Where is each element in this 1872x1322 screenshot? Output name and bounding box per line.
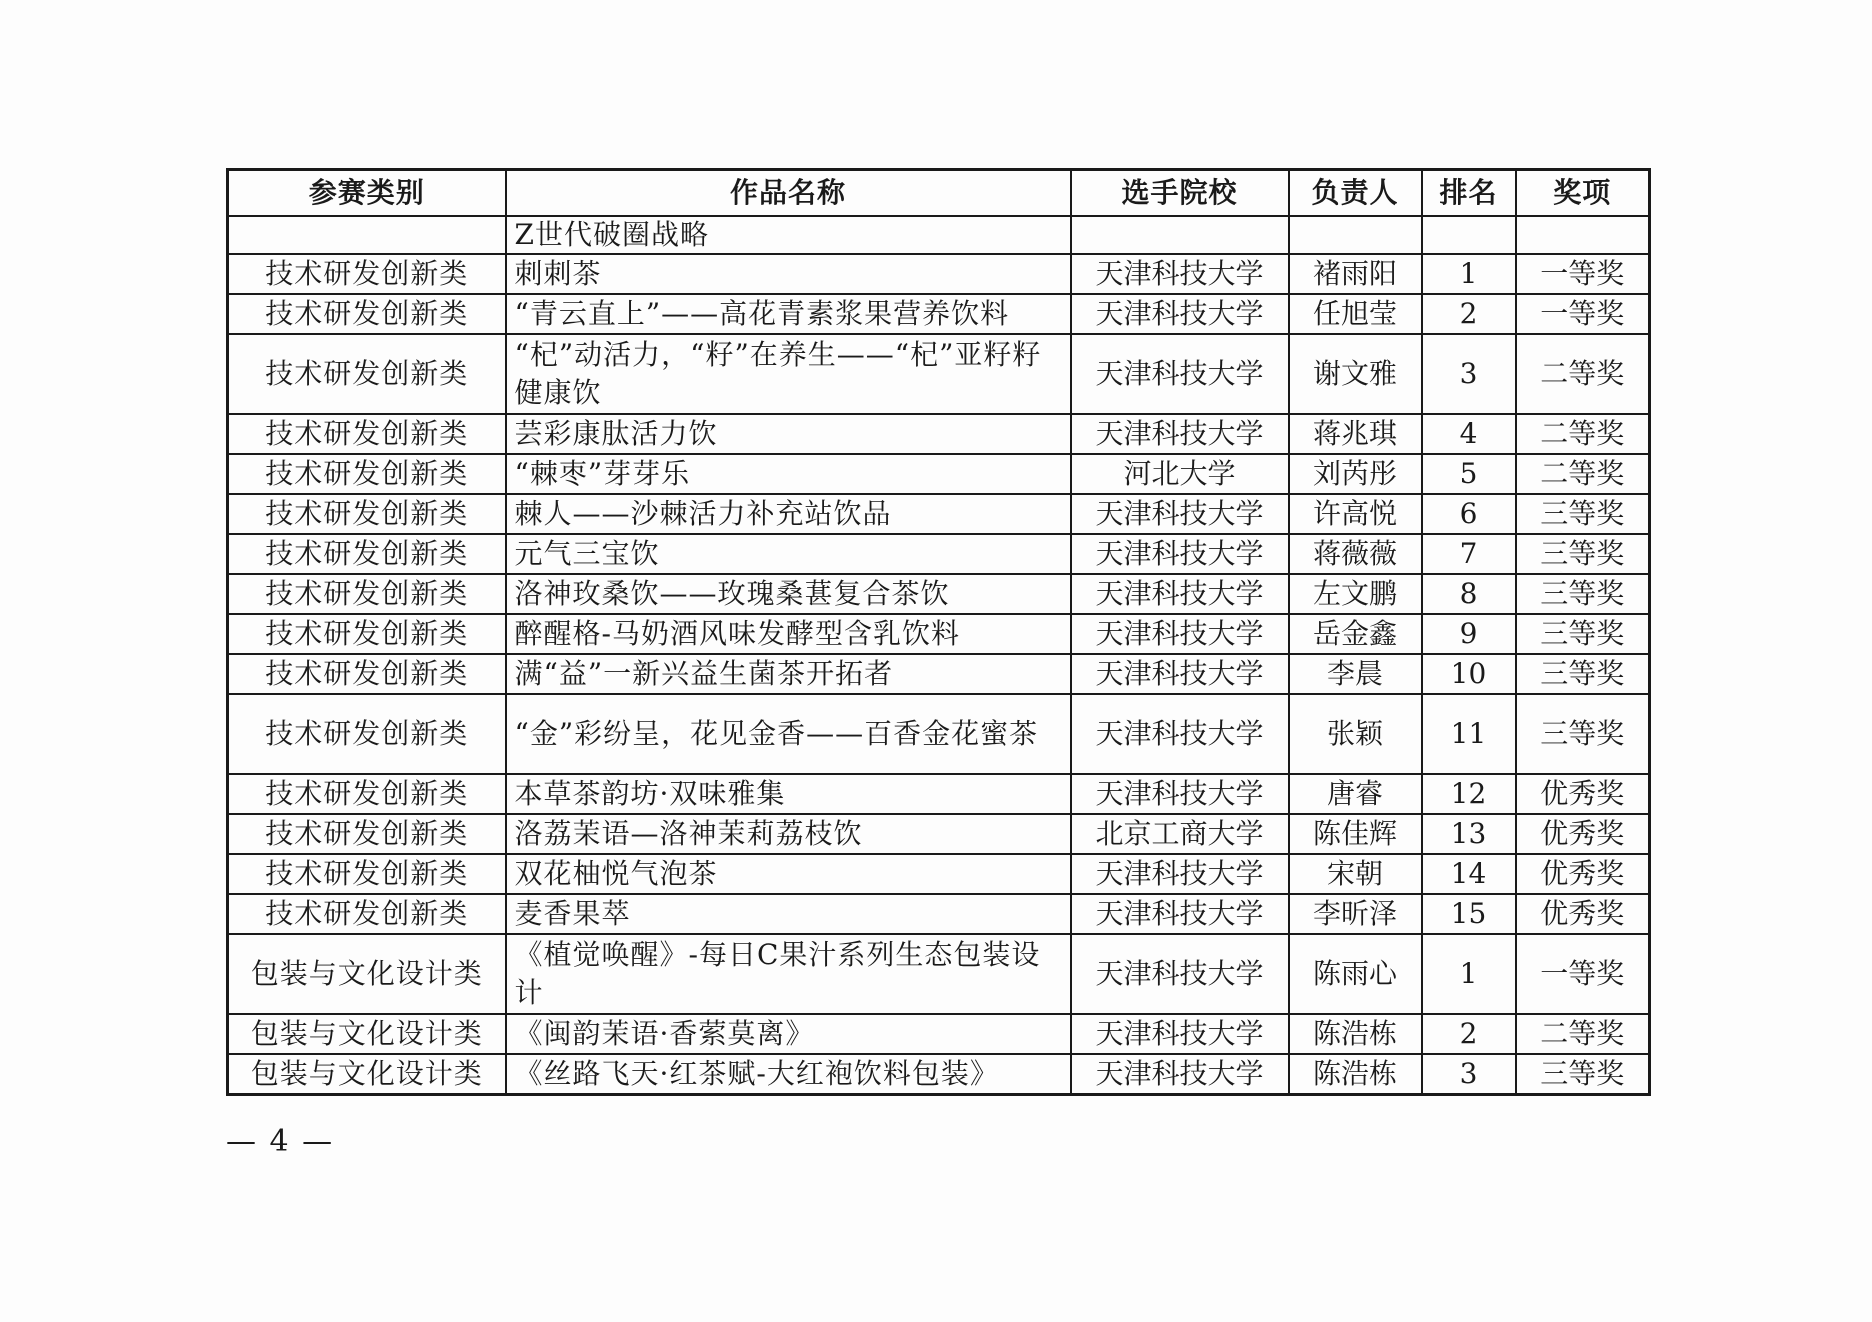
header-rank: 排名 (1422, 170, 1516, 217)
cell-category: 包装与文化设计类 (228, 1014, 506, 1054)
cell-rank: 6 (1422, 494, 1516, 534)
cell-work: 《植觉唤醒》-每日C果汁系列生态包装设计 (506, 934, 1071, 1014)
cell-leader: 陈浩栋 (1289, 1014, 1422, 1054)
cell-award: 二等奖 (1516, 414, 1650, 454)
table-row (228, 894, 1650, 934)
table-row (228, 254, 1650, 294)
cell-category: 技术研发创新类 (228, 894, 506, 934)
table-row (228, 1014, 1650, 1054)
cell-rank: 8 (1422, 574, 1516, 614)
table-row (228, 694, 1650, 774)
cell-leader: 唐睿 (1289, 774, 1422, 814)
cell-category: 包装与文化设计类 (228, 1054, 506, 1095)
table-row (228, 334, 1650, 414)
cell-school: 天津科技大学 (1071, 1014, 1289, 1054)
cell-category: 技术研发创新类 (228, 494, 506, 534)
cell-award: 二等奖 (1516, 454, 1650, 494)
cell-rank: 4 (1422, 414, 1516, 454)
cell-award: 三等奖 (1516, 614, 1650, 654)
header-category: 参赛类别 (228, 170, 506, 217)
cell-award: 一等奖 (1516, 294, 1650, 334)
cell-leader: 谢文雅 (1289, 334, 1422, 414)
cell-rank: 10 (1422, 654, 1516, 694)
cell-rank: 1 (1422, 934, 1516, 1014)
cell-work: Z世代破圈战略 (506, 216, 1071, 254)
cell-award: 优秀奖 (1516, 814, 1650, 854)
cell-school: 天津科技大学 (1071, 334, 1289, 414)
cell-school: 天津科技大学 (1071, 574, 1289, 614)
cell-award: 三等奖 (1516, 534, 1650, 574)
header-school: 选手院校 (1071, 170, 1289, 217)
cell-school: 天津科技大学 (1071, 614, 1289, 654)
cell-school: 天津科技大学 (1071, 494, 1289, 534)
cell-category: 技术研发创新类 (228, 654, 506, 694)
cell-school: 河北大学 (1071, 454, 1289, 494)
table-row (228, 614, 1650, 654)
cell-category: 技术研发创新类 (228, 334, 506, 414)
cell-work: 芸彩康肽活力饮 (506, 414, 1071, 454)
cell-leader: 左文鹏 (1289, 574, 1422, 614)
cell-rank: 9 (1422, 614, 1516, 654)
cell-category: 技术研发创新类 (228, 454, 506, 494)
cell-leader: 任旭莹 (1289, 294, 1422, 334)
cell-school: 天津科技大学 (1071, 774, 1289, 814)
cell-work: “青云直上”——高花青素浆果营养饮料 (506, 294, 1071, 334)
cell-school (1071, 216, 1289, 254)
cell-leader: 陈佳辉 (1289, 814, 1422, 854)
cell-rank: 13 (1422, 814, 1516, 854)
page-number: — 4 — (226, 1124, 335, 1159)
table-row (228, 934, 1650, 1014)
cell-rank: 12 (1422, 774, 1516, 814)
table-row (228, 1054, 1650, 1095)
cell-work: 双花柚悦气泡茶 (506, 854, 1071, 894)
cell-school: 天津科技大学 (1071, 1054, 1289, 1095)
cell-category: 技术研发创新类 (228, 414, 506, 454)
cell-award (1516, 216, 1650, 254)
cell-work: 棘人——沙棘活力补充站饮品 (506, 494, 1071, 534)
cell-school: 北京工商大学 (1071, 814, 1289, 854)
cell-rank: 2 (1422, 1014, 1516, 1054)
cell-work: 醉醒格-马奶酒风味发酵型含乳饮料 (506, 614, 1071, 654)
cell-award: 一等奖 (1516, 254, 1650, 294)
cell-work: “杞”动活力，“籽”在养生——“杞”亚籽籽健康饮 (506, 334, 1071, 414)
cell-school: 天津科技大学 (1071, 894, 1289, 934)
cell-school: 天津科技大学 (1071, 654, 1289, 694)
cell-rank: 5 (1422, 454, 1516, 494)
cell-award: 一等奖 (1516, 934, 1650, 1014)
cell-rank: 3 (1422, 334, 1516, 414)
cell-award: 三等奖 (1516, 654, 1650, 694)
cell-award: 优秀奖 (1516, 774, 1650, 814)
table-row (228, 494, 1650, 534)
table-row-continued (228, 216, 1650, 254)
cell-leader: 李昕泽 (1289, 894, 1422, 934)
header-leader: 负责人 (1289, 170, 1422, 217)
cell-work: 元气三宝饮 (506, 534, 1071, 574)
table-row (228, 294, 1650, 334)
cell-category: 技术研发创新类 (228, 774, 506, 814)
cell-rank: 11 (1422, 694, 1516, 774)
cell-school: 天津科技大学 (1071, 694, 1289, 774)
cell-rank: 14 (1422, 854, 1516, 894)
cell-rank (1422, 216, 1516, 254)
table-row (228, 414, 1650, 454)
cell-work: “金”彩纷呈，花见金香——百香金花蜜茶 (506, 694, 1071, 774)
cell-leader: 张颖 (1289, 694, 1422, 774)
cell-rank: 1 (1422, 254, 1516, 294)
table-row (228, 574, 1650, 614)
header-work: 作品名称 (506, 170, 1071, 217)
cell-category: 技术研发创新类 (228, 854, 506, 894)
table-row (228, 774, 1650, 814)
cell-category: 技术研发创新类 (228, 254, 506, 294)
cell-work: 《丝路飞天·红茶赋-大红袍饮料包装》 (506, 1054, 1071, 1095)
cell-school: 天津科技大学 (1071, 414, 1289, 454)
cell-category: 技术研发创新类 (228, 814, 506, 854)
cell-school: 天津科技大学 (1071, 534, 1289, 574)
cell-work: 刺刺茶 (506, 254, 1071, 294)
cell-school: 天津科技大学 (1071, 254, 1289, 294)
cell-work: 《闽韵茉语·香萦莫离》 (506, 1014, 1071, 1054)
table-row (228, 814, 1650, 854)
table-row (228, 854, 1650, 894)
cell-category: 技术研发创新类 (228, 294, 506, 334)
cell-leader (1289, 216, 1422, 254)
cell-award: 优秀奖 (1516, 854, 1650, 894)
cell-school: 天津科技大学 (1071, 934, 1289, 1014)
table-row (228, 454, 1650, 494)
cell-work: 本草茶韵坊·双味雅集 (506, 774, 1071, 814)
cell-work: 洛神玫桑饮——玫瑰桑葚复合茶饮 (506, 574, 1071, 614)
cell-leader: 陈浩栋 (1289, 1054, 1422, 1095)
cell-work: 洛荔茉语—洛神茉莉荔枝饮 (506, 814, 1071, 854)
table-header-row (228, 170, 1650, 217)
cell-rank: 2 (1422, 294, 1516, 334)
table-row (228, 654, 1650, 694)
cell-leader: 陈雨心 (1289, 934, 1422, 1014)
cell-work: 满“益”一新兴益生菌茶开拓者 (506, 654, 1071, 694)
cell-leader: 岳金鑫 (1289, 614, 1422, 654)
cell-leader: 蒋兆琪 (1289, 414, 1422, 454)
cell-leader: 许高悦 (1289, 494, 1422, 534)
cell-rank: 3 (1422, 1054, 1516, 1095)
cell-school: 天津科技大学 (1071, 854, 1289, 894)
cell-category: 技术研发创新类 (228, 614, 506, 654)
cell-award: 三等奖 (1516, 694, 1650, 774)
header-award: 奖项 (1516, 170, 1650, 217)
cell-leader: 刘芮彤 (1289, 454, 1422, 494)
cell-category: 技术研发创新类 (228, 694, 506, 774)
cell-category (228, 216, 506, 254)
cell-work: 麦香果萃 (506, 894, 1071, 934)
cell-category: 包装与文化设计类 (228, 934, 506, 1014)
cell-leader: 李晨 (1289, 654, 1422, 694)
cell-leader: 宋朝 (1289, 854, 1422, 894)
cell-award: 优秀奖 (1516, 894, 1650, 934)
cell-category: 技术研发创新类 (228, 574, 506, 614)
table-row (228, 534, 1650, 574)
cell-award: 三等奖 (1516, 1054, 1650, 1095)
cell-rank: 15 (1422, 894, 1516, 934)
cell-award: 二等奖 (1516, 334, 1650, 414)
cell-award: 二等奖 (1516, 1014, 1650, 1054)
cell-leader: 褚雨阳 (1289, 254, 1422, 294)
cell-school: 天津科技大学 (1071, 294, 1289, 334)
cell-category: 技术研发创新类 (228, 534, 506, 574)
cell-award: 三等奖 (1516, 494, 1650, 534)
award-table (226, 168, 1651, 1096)
cell-leader: 蒋薇薇 (1289, 534, 1422, 574)
cell-rank: 7 (1422, 534, 1516, 574)
cell-work: “棘枣”芽芽乐 (506, 454, 1071, 494)
cell-award: 三等奖 (1516, 574, 1650, 614)
